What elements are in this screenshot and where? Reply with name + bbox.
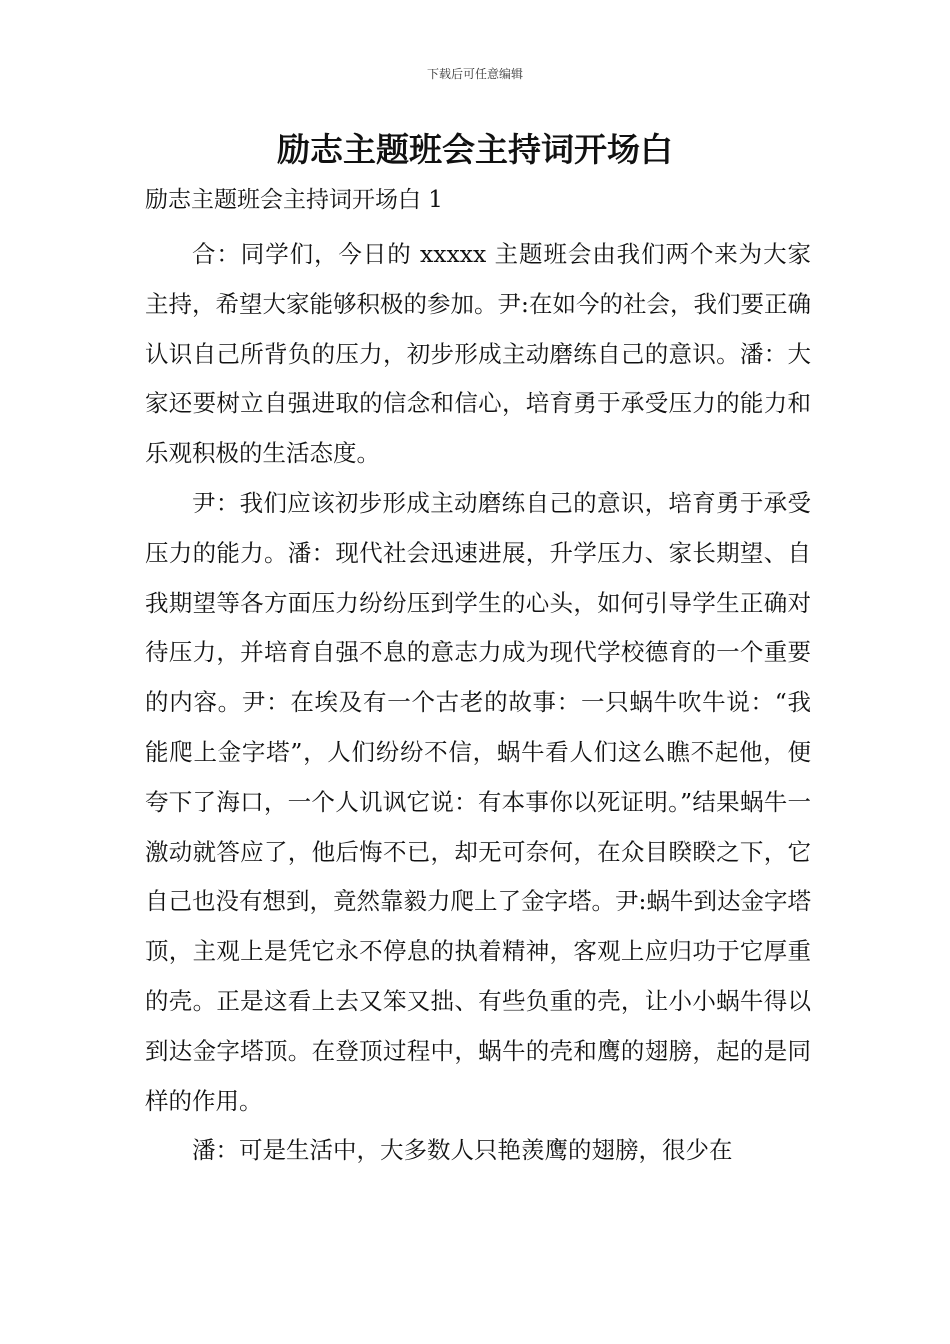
document-subtitle: 励志主题班会主持词开场白 1 [145,187,443,213]
paragraph-1: 合：同学们，今日的 xxxxx 主题班会由我们两个来为大家主持，希望大家能够积极的参加。尹:在如今的社会，我们要正确认识自己所背负的压力，初步形成主动磨练自己的意识。潘：大家还要树立自强进取的信念和信心，培育勇于承受压力的能力和乐观积极的生活态度。 [145,240,811,468]
paragraph-3: 潘：可是生活中，大多数人只艳羡鹰的翅膀，很少在 [192,1136,733,1165]
paragraph-2: 尹：我们应该初步形成主动磨练自己的意识，培育勇于承受压力的能力。潘：现代社会迅速进展，升学压力、家长期望、自我期望等各方面压力纷纷压到学生的心头，如何引导学生正确对待压力，并培育自强不息的意志力成为现代学校德育的一个重要的内容。尹：在埃及有一个古老的故事：一只蜗牛吹牛说：“我能爬上金字塔”，人们纷纷不信，蜗牛看人们这么瞧不起他，便夸下了海口，一个人讥讽它说：有本事你以死证明。”结果蜗牛一激动就答应了，他后悔不已，却无可奈何，在众目睽睽之下，它自己也没有想到，竟然靠毅力爬上了金字塔。尹:蜗牛到达金字塔顶，主观上是凭它永不停息的执着精神，客观上应归功于它厚重的壳。正是这看上去又笨又拙、有些负重的壳，让小小蜗牛得以到达金字塔顶。在登顶过程中，蜗牛的壳和鹰的翅膀，起的是同样的作用。 [145,488,811,1115]
header-note: 下载后可任意编辑 [426,67,523,81]
document-body [145,230,811,1176]
document-title: 励志主题班会主持词开场白 [277,130,673,169]
